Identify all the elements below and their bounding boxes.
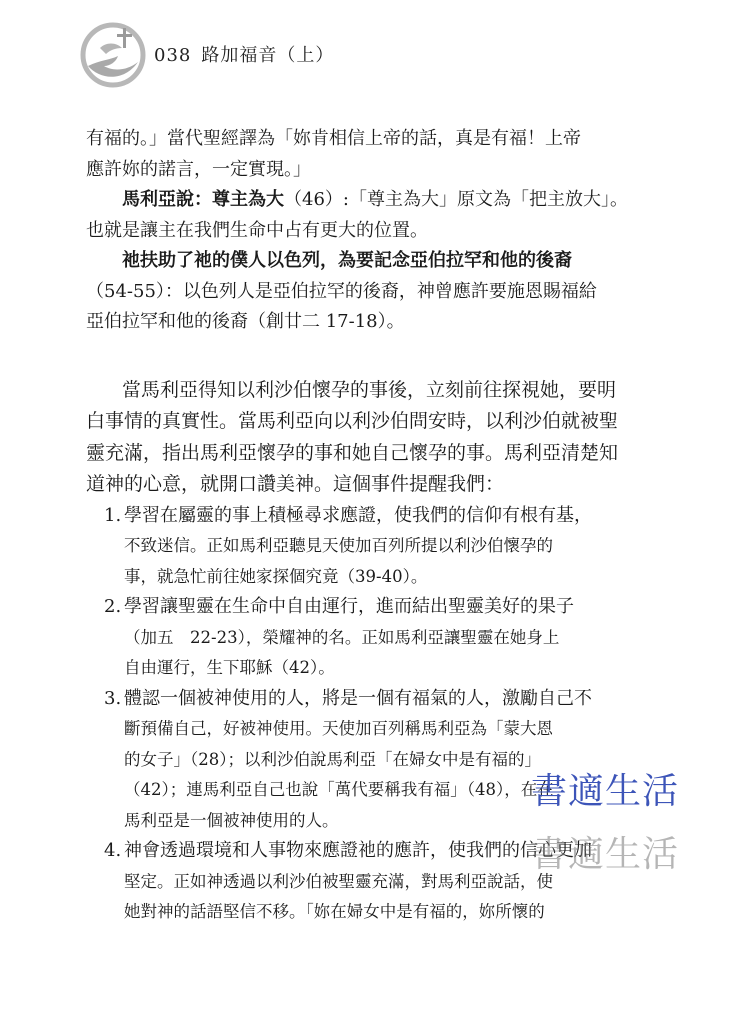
watermark-secondary: 書適生活	[531, 834, 680, 874]
watermark-primary: 書適生活	[531, 771, 680, 811]
text-line: 應許妳的諾言，一定實現。」	[86, 158, 311, 180]
application-section	[86, 375, 619, 501]
list-line: 體認一個被神使用的人，將是一個有福氣的人，激勵自己不	[124, 687, 592, 709]
list-line: 神會透過環境和人事物來應證祂的應許，使我們的信心更加	[124, 840, 592, 861]
page-number: 038	[154, 45, 192, 66]
text-line: 有福的。」當代聖經譯為「妳肯相信上帝的話，真是有福！上帝	[86, 128, 581, 149]
verse-heading: 馬利亞說：尊主為大	[122, 189, 284, 210]
list-line: 學習讓聖靈在生命中自由運行，進而結出聖靈美好的果子	[124, 596, 574, 617]
list-index: 3.	[104, 687, 122, 709]
list-line: 自由運行，生下耶穌（42）。	[124, 658, 335, 677]
verse-heading: 祂扶助了祂的僕人以色列，為要記念亞伯拉罕和他的後裔	[122, 250, 572, 271]
verse-note-text: （46）:「尊主為大」原文為「把主放大」。	[284, 189, 628, 210]
list-line: （加五 22-23），榮耀神的名。正如馬利亞讓聖靈在她身上	[124, 627, 560, 647]
text-line: 也就是讓主在我們生命中占有更大的位置。	[86, 219, 428, 241]
list-line: 馬利亞是一個被神使用的人。	[124, 810, 339, 830]
list-item	[86, 592, 616, 684]
list-line: 堅定。正如神透過以利沙伯被聖靈充滿，對馬利亞說話，使	[124, 871, 553, 891]
list-line: 她對神的話語堅信不移。「妳在婦女中是有福的，妳所懷的	[124, 902, 545, 921]
text-line: 白事情的真實性。當馬利亞向以利沙伯問安時，以利沙伯就被聖	[86, 410, 619, 432]
list-line: 的女子」（28）；以利沙伯說馬利亞「在婦女中是有福的」	[124, 749, 541, 769]
text-line: （54-55）：以色列人是亞伯拉罕的後裔，神曾應許要施恩賜福給	[86, 280, 597, 302]
list-line: 事，就急忙前往她家探個究竟（39-40）。	[124, 566, 428, 586]
text-line: 道神的心意，就開口讚美神。這個事件提醒我們：	[86, 473, 505, 495]
section-gap	[86, 338, 616, 375]
verse-note	[86, 185, 628, 216]
dove-cross-icon	[80, 22, 146, 88]
text-line: 當馬利亞得知以利沙伯懷孕的事後，立刻前往探視她，要明	[122, 378, 617, 401]
text-line: 亞伯拉罕和他的後裔（創廿二 17-18）。	[86, 311, 405, 332]
running-header	[154, 41, 334, 67]
page-header	[80, 22, 640, 92]
list-index: 1.	[104, 504, 122, 526]
text-line: 靈充滿，指出馬利亞懷孕的事和她自己懷孕的事。馬利亞清楚知	[86, 441, 619, 464]
list-item	[86, 501, 616, 593]
commentary-section	[86, 124, 628, 338]
book-title: 路加福音（上）	[201, 45, 335, 66]
list-index: 4.	[104, 840, 122, 861]
list-line: 斷預備自己，好被神使用。天使加百列稱馬利亞為「蒙大恩	[124, 719, 553, 738]
list-index: 2.	[104, 596, 122, 617]
list-line: 學習在屬靈的事上積極尋求應證，使我們的信仰有根有基，	[124, 504, 592, 526]
list-line: （42）；連馬利亞自己也說「萬代要稱我有福」（48），在在	[124, 780, 554, 799]
list-line: 不致迷信。正如馬利亞聽見天使加百列所提以利沙伯懷孕的	[124, 536, 553, 555]
